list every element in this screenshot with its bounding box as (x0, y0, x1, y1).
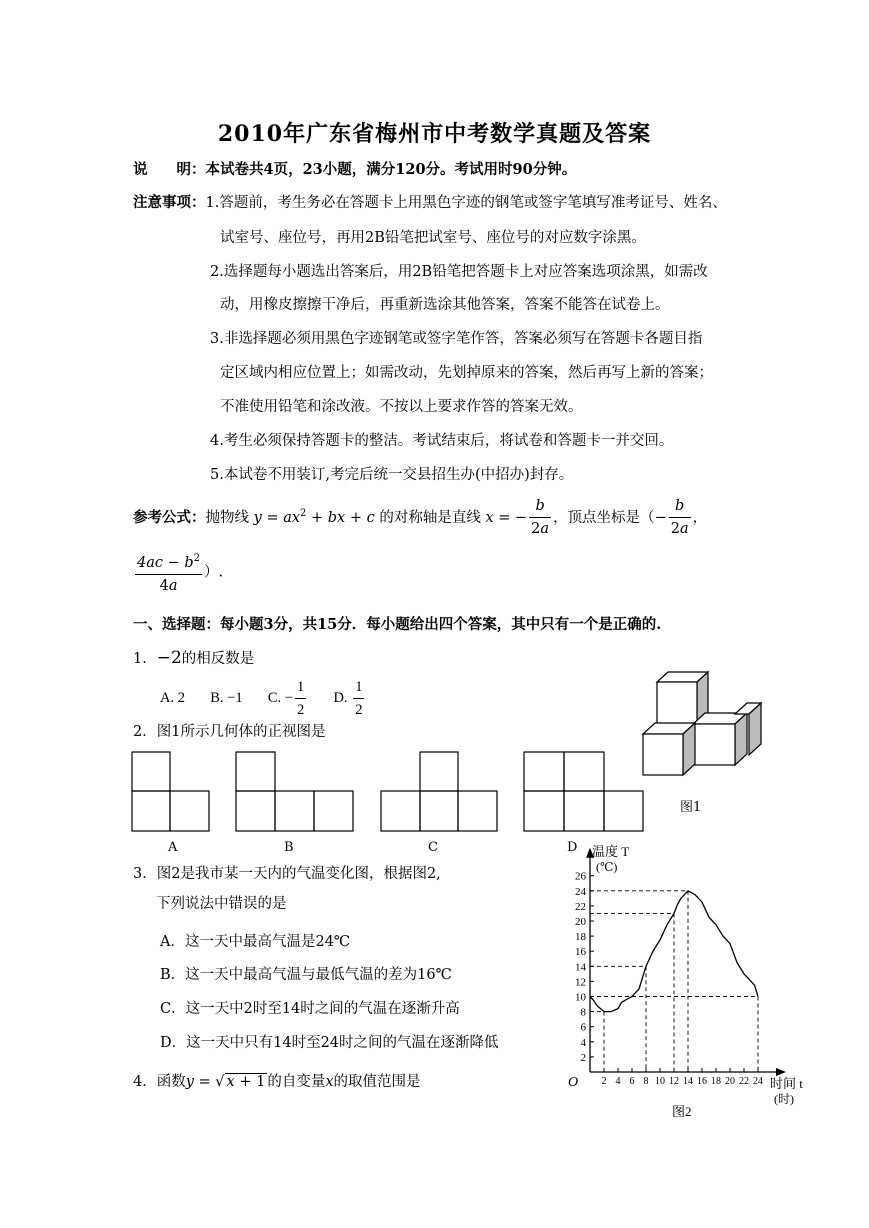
x-tick-label: 8 (643, 1076, 649, 1087)
q2-label-a: A (168, 840, 178, 855)
q3-choice-b: B．这一天中最高气温与最低气温的差为16℃ (160, 967, 452, 983)
x-tick-label: 10 (655, 1076, 665, 1087)
x-tick-label: 20 (725, 1076, 735, 1087)
note-3c: 不准使用铅笔和涂改液。不按以上要求作答的答案无效。 (220, 399, 583, 415)
q1-stem-text: 的相反数是 (181, 651, 255, 667)
y-tick-label: 10 (575, 991, 586, 1004)
q2-label-c: C (428, 840, 438, 855)
y-tick-label: 8 (580, 1006, 586, 1019)
q1-choice-a: A. 2 (160, 690, 185, 706)
q3-stem-b: 下列说法中错误的是 (156, 896, 287, 912)
q2-label-d: D (567, 840, 578, 855)
option-c-square (420, 752, 458, 791)
x-tick-label: 12 (669, 1076, 679, 1087)
q2-stem: 2．图1所示几何体的正视图是 (133, 724, 326, 740)
x-tick-label: 4 (615, 1076, 621, 1087)
q1-choice-d: D. (333, 690, 348, 706)
formula-text-2: 的对称轴是直线 (379, 509, 481, 526)
note-3b: 定区域内相应位置上；如需改动，先划掉原来的答案，然后再写上新的答案； (220, 365, 713, 381)
y-tick-label: 4 (580, 1036, 586, 1049)
x-axis-label: 时间 t (770, 1076, 803, 1091)
explain-text: 本试卷共4页，23小题，满分120分。考试用时90分钟。 (205, 161, 577, 178)
q3-choice-c: C．这一天中2时至14时之间的气温在逐渐升高 (160, 1001, 460, 1017)
q4-prefix: 4．函数 (133, 1074, 186, 1090)
figure-2-temperature-chart (560, 838, 830, 1123)
formula-text-1: 抛物线 (205, 509, 249, 526)
formula-text-3: ，顶点坐标是（ (553, 509, 655, 526)
formula-text-4: ）. (204, 564, 224, 581)
vertex-y-fraction: $\frac{4ac - b^2}{4a}$ (135, 548, 202, 597)
q1-stem: 1．−2的相反数是 (133, 648, 255, 668)
section-1-heading: 一、选择题：每小题3分，共15分．每小题给出四个答案，其中只有一个是正确的. (133, 616, 662, 633)
y-tick-label: 14 (575, 961, 586, 974)
q3-choice-a: A．这一天中最高气温是24℃ (160, 934, 351, 950)
y-tick-label: 2 (580, 1051, 586, 1064)
axis-fraction: $\frac{b}{2a}$ (529, 495, 551, 540)
figure-1-caption: 图1 (680, 800, 702, 815)
q4-suffix-2: 的取值范围是 (333, 1074, 421, 1090)
q2-label-b: B (284, 840, 294, 855)
explain-label: 说 明： (133, 161, 206, 178)
axis-ticks (575, 871, 763, 1087)
note-2b: 动，用橡皮擦擦干净后，再重新选涂其他答案，答案不能答在试卷上。 (220, 297, 670, 313)
x-tick-label: 16 (697, 1076, 707, 1087)
formula-parabola: y (253, 509, 262, 526)
note-4: 4.考生必须保持答题卡的整洁。考试结束后，将试卷和答题卡一并交回。 (210, 433, 674, 449)
option-b-square (236, 752, 275, 791)
origin-label: O (568, 1075, 579, 1090)
y-tick-label: 12 (575, 976, 586, 989)
x-axis-arrow (776, 1068, 786, 1076)
q1-choices: A. 2 B. −1 C. − $\frac{1}{2}$ D. $\frac{1}{2}$ (160, 674, 366, 722)
x-tick-label: 6 (629, 1076, 635, 1087)
y-tick-label: 6 (580, 1021, 586, 1034)
x-tick-label: 2 (601, 1076, 607, 1087)
x-axis-unit: (时) (774, 1092, 794, 1106)
q1-choice-c: C. (267, 690, 282, 706)
option-a-square (132, 752, 170, 791)
y-tick-label: 26 (575, 870, 586, 883)
vertex-x-fraction: $\frac{b}{2a}$ (669, 495, 691, 540)
note-2a: 2.选择题每小题选出答案后，用2B铅笔把答题卡上对应答案选项涂黑，如需改 (210, 264, 708, 280)
y-tick-label: 18 (575, 931, 586, 944)
notes-label: 注意事项： (133, 194, 206, 211)
page-title: 2010年广东省梅州市中考数学真题及答案 (217, 121, 652, 147)
x-tick-label: 24 (753, 1076, 763, 1087)
q3-stem-a: 3．图2是我市某一天内的气温变化图，根据图2, (133, 866, 441, 882)
formula-label: 参考公式： (133, 508, 206, 526)
y-tick-label: 20 (575, 916, 586, 928)
y-tick-label: 22 (575, 900, 586, 913)
figure-1-cubes (635, 668, 770, 783)
x-tick-label: 18 (711, 1076, 721, 1087)
note-5: 5.本试卷不用装订,考完后统一交县招生办(中招办)封存。 (210, 467, 574, 483)
note-3a: 3.非选择题必须用黑色字迹钢笔或签字笔作答，答案必须写在答题卡各题目指 (210, 331, 703, 347)
dashed-guides (590, 891, 758, 1072)
q4-suffix: 的自变量 (267, 1074, 326, 1090)
figure-2-caption: 图2 (672, 1104, 692, 1119)
y-axis-unit: (℃) (596, 860, 618, 874)
option-d-square (524, 752, 564, 791)
y-tick-label: 24 (575, 885, 586, 898)
y-axis-label: 温度 T (592, 844, 630, 859)
q3-choice-d: D．这一天中只有14时至24时之间的气温在逐渐降低 (160, 1035, 499, 1051)
q4-stem: 4．函数y = √ x + 1 的自变量x的取值范围是 (133, 1074, 421, 1090)
q1-choice-b: B. −1 (210, 690, 243, 706)
note-1b: 试室号、座位号，再用2B铅笔把试室号、座位号的对应数字涂黑。 (220, 230, 646, 246)
y-tick-label: 16 (575, 946, 586, 959)
x-tick-label: 22 (739, 1076, 749, 1087)
x-tick-label: 14 (683, 1076, 693, 1087)
formula-line: 参考公式：抛物线 $y = ax^2$ + bx + c 的对称轴是直线 x = − $\frac{b}{2a}$ ，顶点坐标是（− $\frac{b}{2a}$ ， (133, 492, 707, 540)
note-1a: 1.答题前，考生务必在答题卡上用黑色字迹的钢笔或签字笔填写准考证号、姓名、 (205, 195, 727, 211)
